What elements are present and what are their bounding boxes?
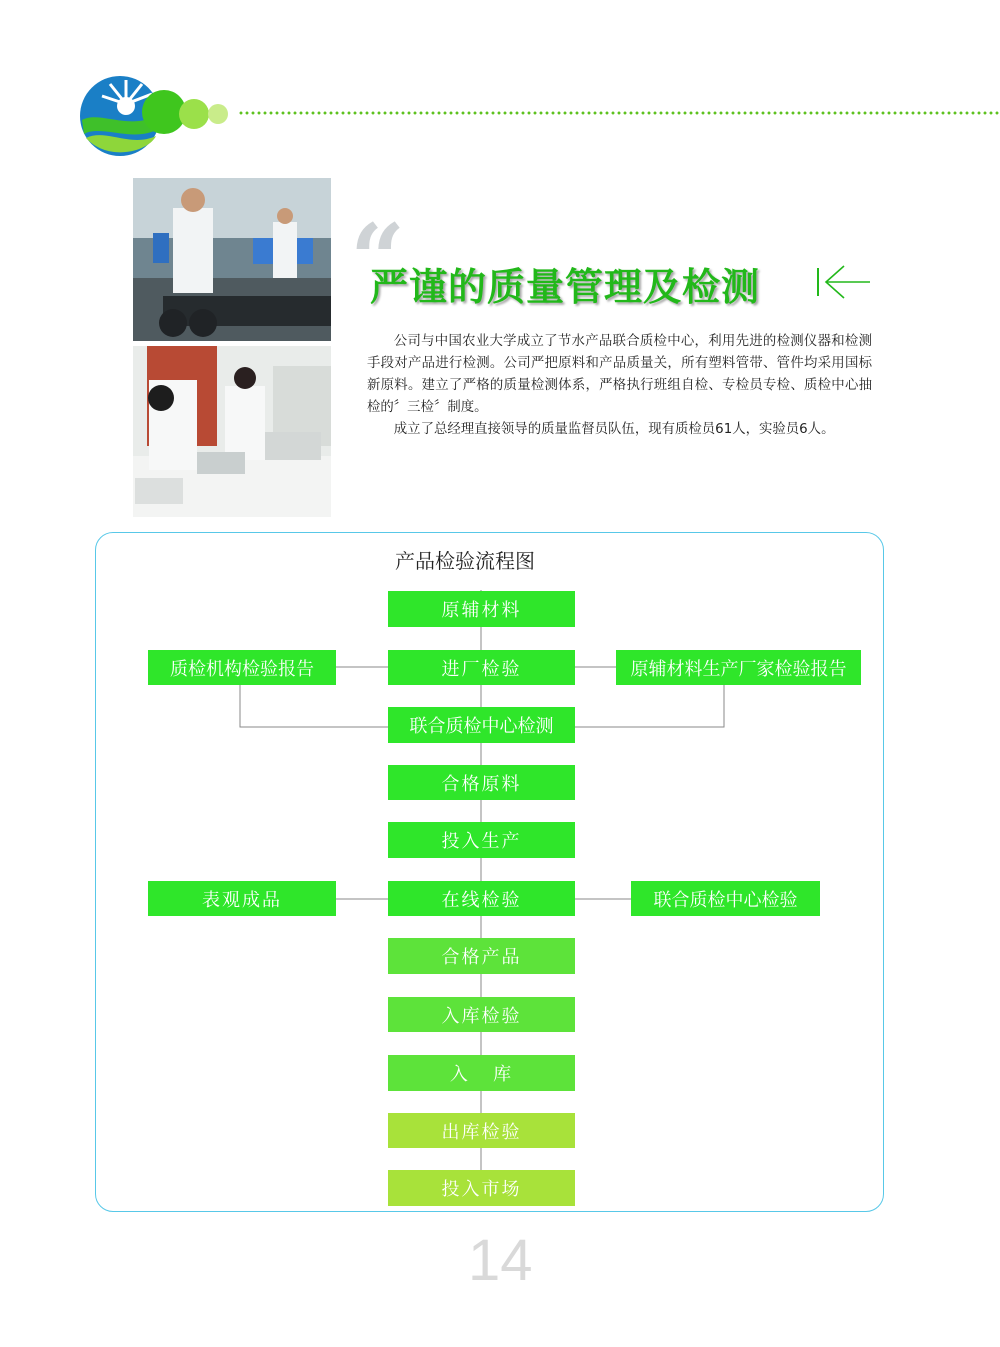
flow-step-outbound-inspection: 出库检验 (388, 1113, 575, 1148)
flow-side-appearance-product: 表观成品 (148, 881, 336, 916)
intro-paragraph: 成立了总经理直接领导的质量监督员队伍，现有质检员61人，实验员6人。 (393, 422, 835, 437)
flow-step-joint-center-test: 联合质检中心检测 (388, 707, 575, 743)
flow-step-online-inspection: 在线检验 (388, 881, 575, 916)
flow-side-supplier-report: 原辅材料生产厂家检验报告 (616, 650, 861, 685)
flow-step-incoming-inspection: 进厂检验 (388, 650, 575, 685)
flowchart-title: 产品检验流程图 (395, 549, 535, 573)
flow-step-qualified-materials: 合格原料 (388, 765, 575, 800)
flow-side-joint-center-inspection: 联合质检中心检验 (631, 881, 820, 916)
page-title: 严谨的质量管理及检测 (370, 265, 761, 309)
flow-step-warehousing: 入 库 (388, 1055, 575, 1091)
flow-step-qualified-products: 合格产品 (388, 938, 575, 974)
intro-paragraph: 公司与中国农业大学成立了节水产品联合质检中心，利用先进的检测仪器和检测手段对产品进行检测。公司严把原料和产品质量关，所有塑料管带、管件均采用国标新原料。建立了严格的质量检测体系，严格执行班组自检、专检员专检、质检中心抽检的〞三检〞制度。 (367, 334, 872, 415)
flow-step-warehousing-inspection: 入库检验 (388, 997, 575, 1032)
flow-step-production: 投入生产 (388, 822, 575, 858)
flow-side-agency-report: 质检机构检验报告 (148, 650, 336, 685)
flow-step-market: 投入市场 (388, 1170, 575, 1206)
page-number: 14 (468, 1228, 533, 1293)
quote-mark: “ (350, 203, 406, 316)
flow-step-raw-materials: 原辅材料 (388, 591, 575, 627)
